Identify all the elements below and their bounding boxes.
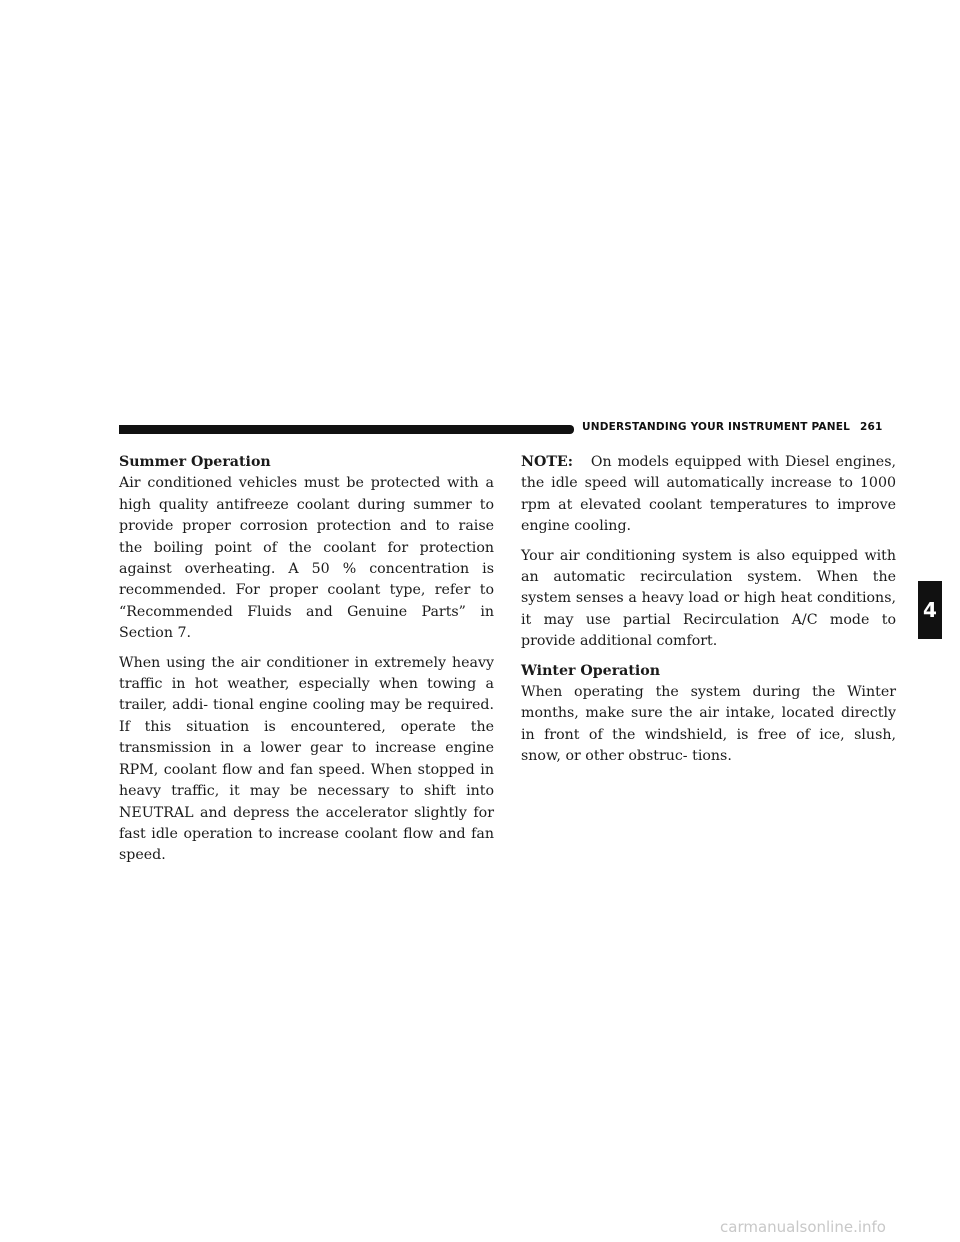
header-rule xyxy=(119,425,574,434)
recirculation-paragraph: Your air conditioning system is also equipped with an automatic recirculation system. When the system senses a heavy load or high heat conditions, it may use partial Recirculation A/C mode to provide additional comfort. xyxy=(521,547,896,650)
summer-operation-heading: Summer Operation xyxy=(119,454,271,470)
note-paragraph xyxy=(521,452,896,538)
left-column xyxy=(119,452,494,875)
running-header xyxy=(582,421,902,439)
section-title: UNDERSTANDING YOUR INSTRUMENT PANEL xyxy=(582,421,850,433)
section-tab: 4 xyxy=(918,581,942,639)
summer-paragraph-2: When using the air conditioner in extremely heavy traffic in hot weather, especially when towing a trailer, addi- tional engine cooling may be required. If this situation is encountered, operate the transmission in a lower gear to increase engine RPM, coolant flow and fan speed. When stopped in heavy traffic, it may be necessary to shift into NEUTRAL and depress the accelerator slightly for fast idle operation to increase coolant flow and fan speed. xyxy=(119,654,494,864)
watermark: carmanualsonline.info xyxy=(720,1218,886,1236)
summer-paragraph-1: Air conditioned vehicles must be protected with a high quality antifreeze coolant during summer to provide proper corrosion protection and to raise the boiling point of the coolant for protection against overheating. A 50 % concentration is recommended. For proper coolant type, refer to “Recommended Fluids and Genuine Parts” in Section 7. xyxy=(119,475,494,642)
winter-paragraph: When operating the system during the Winter months, make sure the air intake, located directly in front of the windshield, is free of ice, slush, snow, or other obstruc- tions. xyxy=(521,684,896,765)
note-text: On models equipped with Diesel engines, the idle speed will automatically increase to 1000 rpm at elevated coolant temperatures to improve engine cooling. xyxy=(521,454,896,535)
right-column xyxy=(521,452,896,776)
page-number: 261 xyxy=(859,421,883,433)
winter-operation-heading: Winter Operation xyxy=(521,662,661,679)
note-label: NOTE: xyxy=(521,454,573,470)
